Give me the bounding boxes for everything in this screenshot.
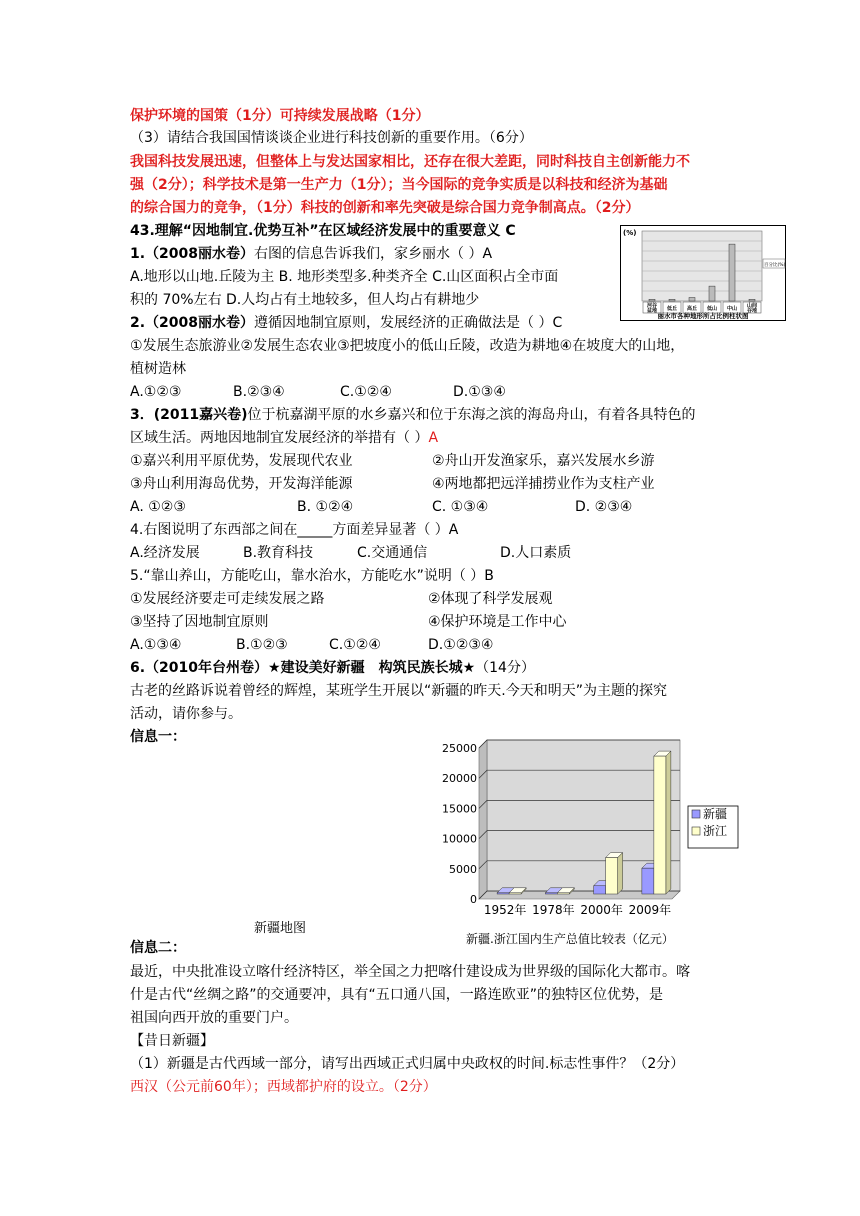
question-line: （1）新疆是古代西域一部分，请写出西域正式归属中央政权的时间.标志性事件？（2分） [130, 1056, 685, 1072]
question-text [130, 428, 438, 448]
y-tick-label: 0 [470, 893, 477, 906]
question-text: 位于杭嘉湖平原的水乡嘉兴和位于东海之滨的海岛舟山，有着各具特色的 [247, 407, 696, 423]
bar [509, 893, 521, 894]
y-tick-label: 5000 [449, 862, 477, 876]
choice: D.人口素质 [500, 545, 572, 561]
choice-row [130, 543, 571, 563]
legend-label: 浙江 [703, 824, 728, 838]
choice: B. ①②④ [297, 499, 354, 515]
question-source: 1.（2008丽水卷） [130, 246, 255, 262]
statement-row [130, 474, 655, 494]
info-heading: 信息二： [130, 940, 186, 956]
bar [497, 893, 509, 894]
question-source: 2.（2008丽水卷） [130, 315, 255, 331]
option-line: ①发展生态旅游业②发展生态农业③把坡度小的低山丘陵，改造为耕地④在坡度大的山地， [130, 338, 685, 354]
question-4: 4.右图说明了东西部之间在_____方面差异显著（ ）A [130, 522, 459, 538]
y-tick-label: 15000 [442, 802, 477, 816]
x-tick-label: 高丘 [686, 306, 698, 312]
question-3 [130, 405, 696, 425]
statement: ④两地都把远洋捕捞业作为支柱产业 [432, 476, 655, 492]
info-heading: 信息一： [130, 729, 186, 745]
side-wall [479, 740, 487, 899]
choice-row [130, 635, 493, 655]
option-line: 植树造林 [130, 361, 186, 377]
bar [749, 299, 755, 301]
choice-row [130, 497, 632, 517]
choice: A.①③④ [130, 637, 182, 653]
paragraph-line: 什是古代“丝绸之路”的交通要冲，具有“五口通八国，一路连欧亚”的独特区位优势，是 [130, 987, 664, 1003]
statement-row [130, 612, 567, 632]
paragraph-line: 祖国向西开放的重要门户。 [130, 1010, 298, 1026]
plot-area [642, 231, 762, 301]
statement: ②体现了科学发展观 [428, 591, 553, 607]
paragraph-line: 活动，请你参与。 [130, 706, 242, 722]
choice: C.①②④ [329, 637, 381, 653]
bar [649, 299, 655, 301]
legend-swatch [692, 827, 700, 835]
choice: D. ②③④ [575, 499, 633, 515]
option-line: A.地形以山地.丘陵为主 B. 地形类型多.种类齐全 C.山区面积占全市面 [130, 269, 559, 285]
question-5: 5.“靠山养山，方能吃山，靠水治水，方能吃水”说明（ ）B [130, 568, 494, 584]
choice: A.经济发展 [130, 545, 200, 561]
x-tick-label: 2000年 [580, 903, 623, 917]
statement: ③舟山利用海岛优势，开发海洋能源 [130, 476, 353, 492]
gdp-chart-title: 新疆.浙江国内生产总值比较表（亿元） [466, 932, 674, 946]
choice: C.交通通信 [357, 545, 428, 561]
answer-letter: A [428, 430, 439, 446]
question-score: （14分） [475, 660, 535, 676]
choice: A. ①②③ [130, 499, 186, 515]
choice: B.教育科技 [243, 545, 314, 561]
bar [709, 286, 715, 301]
choice: B.②③④ [233, 384, 285, 400]
bar [557, 893, 569, 894]
bar-side [666, 751, 671, 894]
choice: B.①②③ [236, 637, 288, 653]
terrain-bar-chart [620, 225, 786, 321]
map-label: 新疆地图 [254, 921, 307, 936]
statement: ②舟山开发渔家乐，嘉兴发展水乡游 [432, 453, 655, 469]
statement-row [130, 589, 553, 609]
option-line: 积的 70%左右 D.人均占有土地较多，但人均占有耕地少 [130, 292, 480, 308]
bar [689, 298, 695, 302]
bar [594, 886, 606, 894]
statement: ③坚持了因地制宜原则 [130, 614, 269, 630]
x-tick-label: 1978年 [532, 903, 575, 917]
statement: ④保护环境是工作中心 [428, 614, 567, 630]
question-1 [130, 244, 492, 264]
question-text: 遵循因地制宜原则，发展经济的正确做法是（ ）C [254, 315, 563, 331]
y-tick-label: 25000 [442, 742, 477, 755]
choice: C. ①③④ [432, 499, 489, 515]
bar-side [618, 853, 623, 894]
y-tick-label: 10000 [442, 832, 477, 846]
answer-line: 西汉（公元前60年）；西域都护府的设立。（2分） [130, 1079, 437, 1095]
x-tick-label: 山间 [746, 303, 758, 309]
answer-line: 保护环境的国策（1分）可持续发展战略（1分） [130, 108, 430, 124]
bar [545, 893, 557, 894]
statement: ①嘉兴利用平原优势，发展现代农业 [130, 453, 353, 469]
choice: A.①②③ [130, 384, 182, 400]
answer-line: 的综合国力的竞争，（1分）科技的创新和率先突破是综合国力竞争制高点。（2分） [130, 200, 640, 216]
bar [654, 756, 666, 894]
legend-label: 百分比(%) [764, 263, 786, 268]
x-tick-label: 河谷 [646, 303, 658, 309]
gdp-bar-chart [440, 728, 740, 920]
x-tick-label: 中山 [726, 306, 738, 312]
bar [669, 299, 675, 301]
paragraph-line: 最近，中央批准设立喀什经济特区，举全国之力把喀什建设成为世界级的国际化大都市。喀 [130, 964, 690, 980]
subsection-heading: 【昔日新疆】 [130, 1033, 214, 1049]
x-tick-label: 低山 [706, 306, 718, 312]
x-tick-label: 2009年 [628, 903, 672, 917]
bar [642, 868, 654, 894]
choice: C.①②④ [340, 384, 392, 400]
question-text: 区域生活。两地因地制宜发展经济的举措有（ ） [130, 430, 429, 446]
x-tick-label: 低丘 [666, 306, 678, 312]
question-6 [130, 658, 535, 678]
question-title: 6.（2010年台州卷）★建设美好新疆 构筑民族长城★ [130, 660, 476, 676]
question-2 [130, 313, 562, 333]
y-tick-label: 20000 [442, 772, 477, 786]
bar [606, 858, 618, 894]
choice: D.①③④ [453, 384, 506, 400]
question-source: 3．(2011嘉兴卷) [130, 407, 248, 423]
statement-row [130, 451, 655, 471]
legend-label: 新疆 [703, 807, 728, 821]
choice-row [130, 382, 506, 402]
statement: ①发展经济要走可走续发展之路 [130, 591, 325, 607]
question-line: （3）请结合我国国情谈谈企业进行科技创新的重要作用。（6分） [130, 130, 533, 146]
question-text: 右图的信息告诉我们，家乡丽水（ ）A [254, 246, 493, 262]
legend-swatch [692, 810, 700, 818]
chart-title: 丽水市各种地形所占比例柱状图 [657, 312, 749, 320]
section-heading: 43.理解“因地制宜.优势互补”在区域经济发展中的重要意义 C [130, 223, 516, 239]
x-tick-label: 1952年 [483, 903, 527, 917]
x-tick-label: 谷地 [746, 308, 758, 314]
choice: D.①②③④ [428, 637, 494, 653]
bar [729, 244, 735, 301]
y-axis-label: (%) [623, 229, 637, 237]
paragraph-line: 古老的丝路诉说着曾经的辉煌，某班学生开展以“新疆的昨天.今天和明天”为主题的探究 [130, 683, 667, 699]
answer-line: 强（2分）；科学技术是第一生产力（1分）；当今国际的竞争实质是以科技和经济为基础 [130, 177, 668, 193]
answer-line: 我国科技发展迅速，但整体上与发达国家相比，还存在很大差距，同时科技自主创新能力不 [130, 154, 690, 170]
x-tick-label: 盆地 [646, 308, 658, 314]
